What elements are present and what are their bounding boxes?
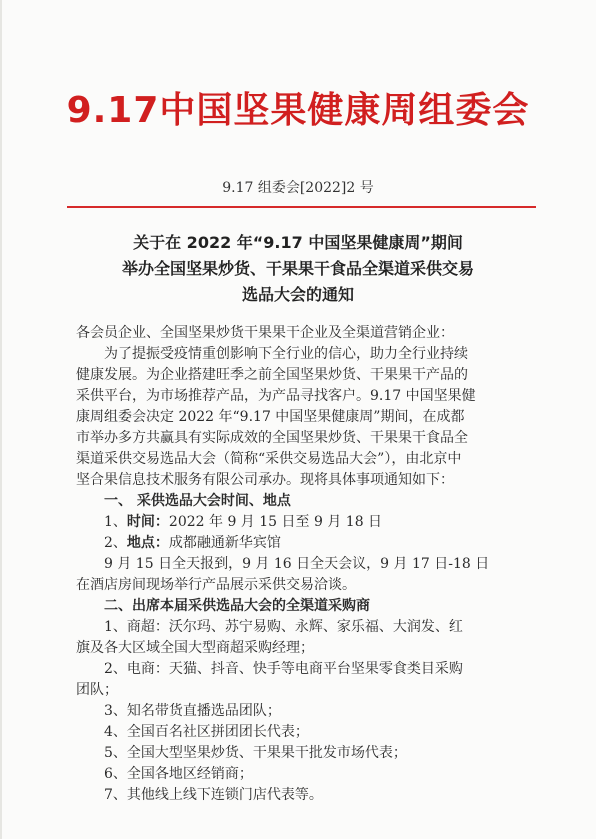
body-line: 市举办多方共赢具有实际成效的全国坚果炒货、干果果干食品全 (76, 430, 468, 446)
notice-body (76, 323, 531, 806)
location-label: 地点： (126, 535, 169, 551)
buyer-item-continuation: 团队； (76, 682, 118, 698)
notice-title (0, 230, 596, 308)
notice-title-line: 选品大会的通知 (241, 285, 354, 304)
section-heading-one: 一、 采供选品大会时间、地点 (104, 493, 291, 509)
section-heading-two: 二、出席本届采供选品大会的全渠道采购商 (104, 598, 370, 614)
buyer-item: 5、全国大型坚果炒货、干果果干批发市场代表； (104, 745, 407, 761)
body-line: 坚合果信息技术服务有限公司承办。现将具体事项通知如下： (76, 472, 454, 488)
body-line: 采供平台，为市场推荐产品，为产品寻找客户。9.17 中国坚果健 (76, 388, 476, 404)
body-line: 康周组委会决定 2022 年“9.17 中国坚果健康周”期间，在成都 (76, 409, 465, 425)
time-line (76, 512, 531, 533)
buyer-item: 3、知名带货直播选品团队； (104, 703, 281, 719)
buyer-item-continuation: 旗及各大区域全国大型商超采购经理； (76, 640, 314, 656)
organization-header: 9.17中国坚果健康周组委会 (66, 90, 530, 131)
document-number: 9.17 组委会[2022]2 号 (222, 180, 374, 196)
time-label: 时间： (126, 514, 169, 530)
buyer-item: 4、全国百名社区拼团团长代表； (104, 724, 309, 740)
location-item-number: 2、 (104, 535, 127, 551)
schedule-line: 9 月 15 日全天报到，9 月 16 日全天会议，9 月 17 日-18 日 (104, 556, 490, 572)
location-line (76, 533, 531, 554)
body-line: 健康发展。为企业搭建旺季之前全国坚果炒货、干果果干产品的 (76, 367, 468, 383)
time-value: 2022 年 9 月 15 日至 9 月 18 日 (168, 514, 383, 530)
location-value: 成都融通新华宾馆 (168, 535, 281, 551)
buyer-item: 2、电商：天猫、抖音、快手等电商平台坚果零食类目采购 (104, 661, 463, 677)
salutation: 各会员企业、全国坚果炒货干果果干企业及全渠道营销企业： (76, 325, 454, 341)
buyer-item: 1、商超：沃尔玛、苏宁易购、永辉、家乐福、大润发、红 (104, 619, 463, 635)
red-divider-line (67, 206, 536, 208)
body-line: 渠道采供交易选品大会（简称“采供交易选品大会”），由北京中 (76, 451, 462, 467)
buyer-item: 7、其他线上线下连锁门店代表等。 (104, 787, 323, 803)
buyer-item: 6、全国各地区经销商； (104, 766, 253, 782)
notice-title-line: 举办全国坚果炒货、干果果干食品全渠道采供交易 (121, 259, 474, 278)
body-line: 为了提振受疫情重创影响下全行业的信心，助力全行业持续 (104, 346, 468, 362)
notice-title-line: 关于在 2022 年“9.17 中国坚果健康周”期间 (133, 233, 463, 252)
schedule-line: 在酒店房间现场举行产品展示采供交易洽谈。 (76, 577, 356, 593)
time-item-number: 1、 (104, 514, 127, 530)
